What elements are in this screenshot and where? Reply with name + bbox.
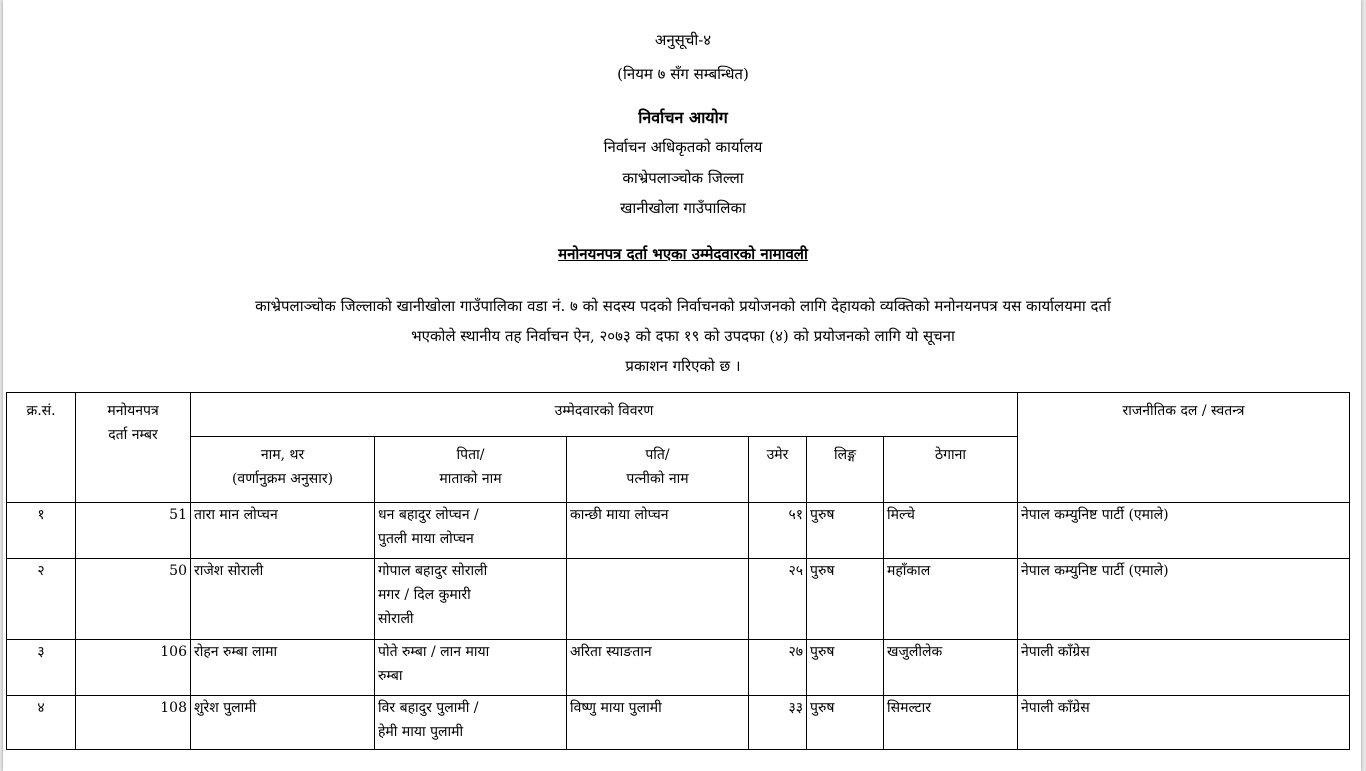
cell-reg-no: 50 (76, 559, 191, 640)
district-name: काभ्रेपलाञ्चोक जिल्ला (622, 169, 744, 187)
parents-line: धन बहादुर लोप्चन / (378, 507, 479, 523)
cell-serial: २ (7, 559, 76, 640)
parents-line: मगर / दिल कुमारी (378, 587, 471, 603)
cell-name: रोहन रुम्बा लामा (191, 640, 375, 696)
header-parents-line1: पिता/ (456, 447, 485, 463)
cell-party: नेपाली काँग्रेस (1018, 696, 1350, 750)
cell-party: नेपाल कम्युनिष्ट पार्टी (एमाले) (1018, 559, 1350, 640)
cell-age: ३३ (749, 696, 807, 750)
notice-line-1: काभ्रेपलाञ्चोक जिल्लाको खानीखोला गाउँपालिका वडा नं. ७ को सदस्य पदको निर्वाचनको प्रयोजनको लागि देहायको व्यक्तिको मनोनयनपत्र यस कार्यालयमा दर्ता (255, 297, 1111, 315)
cell-gender: पुरुष (807, 640, 884, 696)
cell-spouse: कान्छी माया लोप्चन (567, 503, 749, 559)
rule-reference: (नियम ७ सँग सम्बन्धित) (617, 65, 749, 83)
cell-address: सिमल्टार (884, 696, 1018, 750)
header-parents-line2: माताको नाम (439, 471, 502, 487)
cell-gender: पुरुष (807, 559, 884, 640)
cell-age: २७ (749, 640, 807, 696)
header-age: उमेर (749, 437, 807, 503)
cell-serial: ४ (7, 696, 76, 750)
header-gender: लिङ्ग (807, 437, 884, 503)
cell-address: मिल्चे (884, 503, 1018, 559)
cell-name: तारा मान लोप्चन (191, 503, 375, 559)
cell-spouse: विष्णु माया पुलामी (567, 696, 749, 750)
cell-party: नेपाली काँग्रेस (1018, 640, 1350, 696)
table-row (7, 559, 1350, 640)
header-name-line1: नाम, थर (260, 447, 305, 463)
parents-line: सोराली (378, 611, 414, 627)
cell-address: महाँकाल (884, 559, 1018, 640)
header-spouse-line1: पति/ (645, 447, 670, 463)
header-serial: क्र.सं. (7, 393, 76, 503)
header-name (191, 437, 375, 503)
cell-spouse: अरिता स्याङतान (567, 640, 749, 696)
header-spouse (567, 437, 749, 503)
table-row (7, 640, 1350, 696)
parents-line: रुम्बा (378, 668, 403, 684)
header-parents (375, 437, 567, 503)
header-reg-line1: मनोयनपत्र (107, 403, 159, 419)
cell-parents (375, 640, 567, 696)
cell-gender: पुरुष (807, 696, 884, 750)
office-name: निर्वाचन अधिकृतको कार्यालय (603, 138, 763, 156)
cell-serial: १ (7, 503, 76, 559)
schedule-label: अनुसूची-४ (654, 31, 712, 49)
header-party: राजनीतिक दल / स्वतन्त्र (1018, 393, 1350, 503)
parents-line: गोपाल बहादुर सोराली (378, 563, 488, 579)
header-address: ठेगाना (884, 437, 1018, 503)
cell-age: २५ (749, 559, 807, 640)
parents-line: विर बहादुर पुलामी / (378, 700, 479, 716)
parents-line: पुतली माया लोप्चन (378, 531, 474, 547)
cell-reg-no: 51 (76, 503, 191, 559)
header-name-line2: (वर्णानुक्रम अनुसार) (231, 471, 334, 487)
table-row (7, 503, 1350, 559)
cell-gender: पुरुष (807, 503, 884, 559)
header-registration-number (76, 393, 191, 503)
cell-party: नेपाल कम्युनिष्ट पार्टी (एमाले) (1018, 503, 1350, 559)
cell-name: राजेश सोराली (191, 559, 375, 640)
table-row (7, 696, 1350, 750)
commission-title: निर्वाचन आयोग (638, 108, 728, 127)
cell-reg-no: 108 (76, 696, 191, 750)
candidate-table (6, 392, 1350, 750)
parents-line: पोते रुम्बा / लान माया (378, 644, 490, 660)
cell-parents (375, 696, 567, 750)
header-candidate-details: उम्मेदवारको विवरण (191, 393, 1018, 437)
cell-serial: ३ (7, 640, 76, 696)
municipality-name: खानीखोला गाउँपालिका (620, 199, 746, 217)
cell-parents (375, 503, 567, 559)
parents-line: हेमी माया पुलामी (378, 724, 464, 740)
notice-line-3: प्रकाशन गरिएको छ । (625, 357, 741, 375)
header-reg-line2: दर्ता नम्बर (108, 427, 158, 443)
cell-name: शुरेश पुलामी (191, 696, 375, 750)
list-heading: मनोनयनपत्र दर्ता भएका उम्मेदवारको नामावली (558, 245, 808, 263)
cell-parents (375, 559, 567, 640)
cell-age: ५१ (749, 503, 807, 559)
header-spouse-line2: पत्नीको नाम (626, 471, 689, 487)
cell-spouse (567, 559, 749, 640)
cell-reg-no: 106 (76, 640, 191, 696)
notice-line-2: भएकोले स्थानीय तह निर्वाचन ऐन, २०७३ को दफा १९ को उपदफा (४) को प्रयोजनको लागि यो सूचना (411, 327, 955, 345)
cell-address: खजुलीलेक (884, 640, 1018, 696)
